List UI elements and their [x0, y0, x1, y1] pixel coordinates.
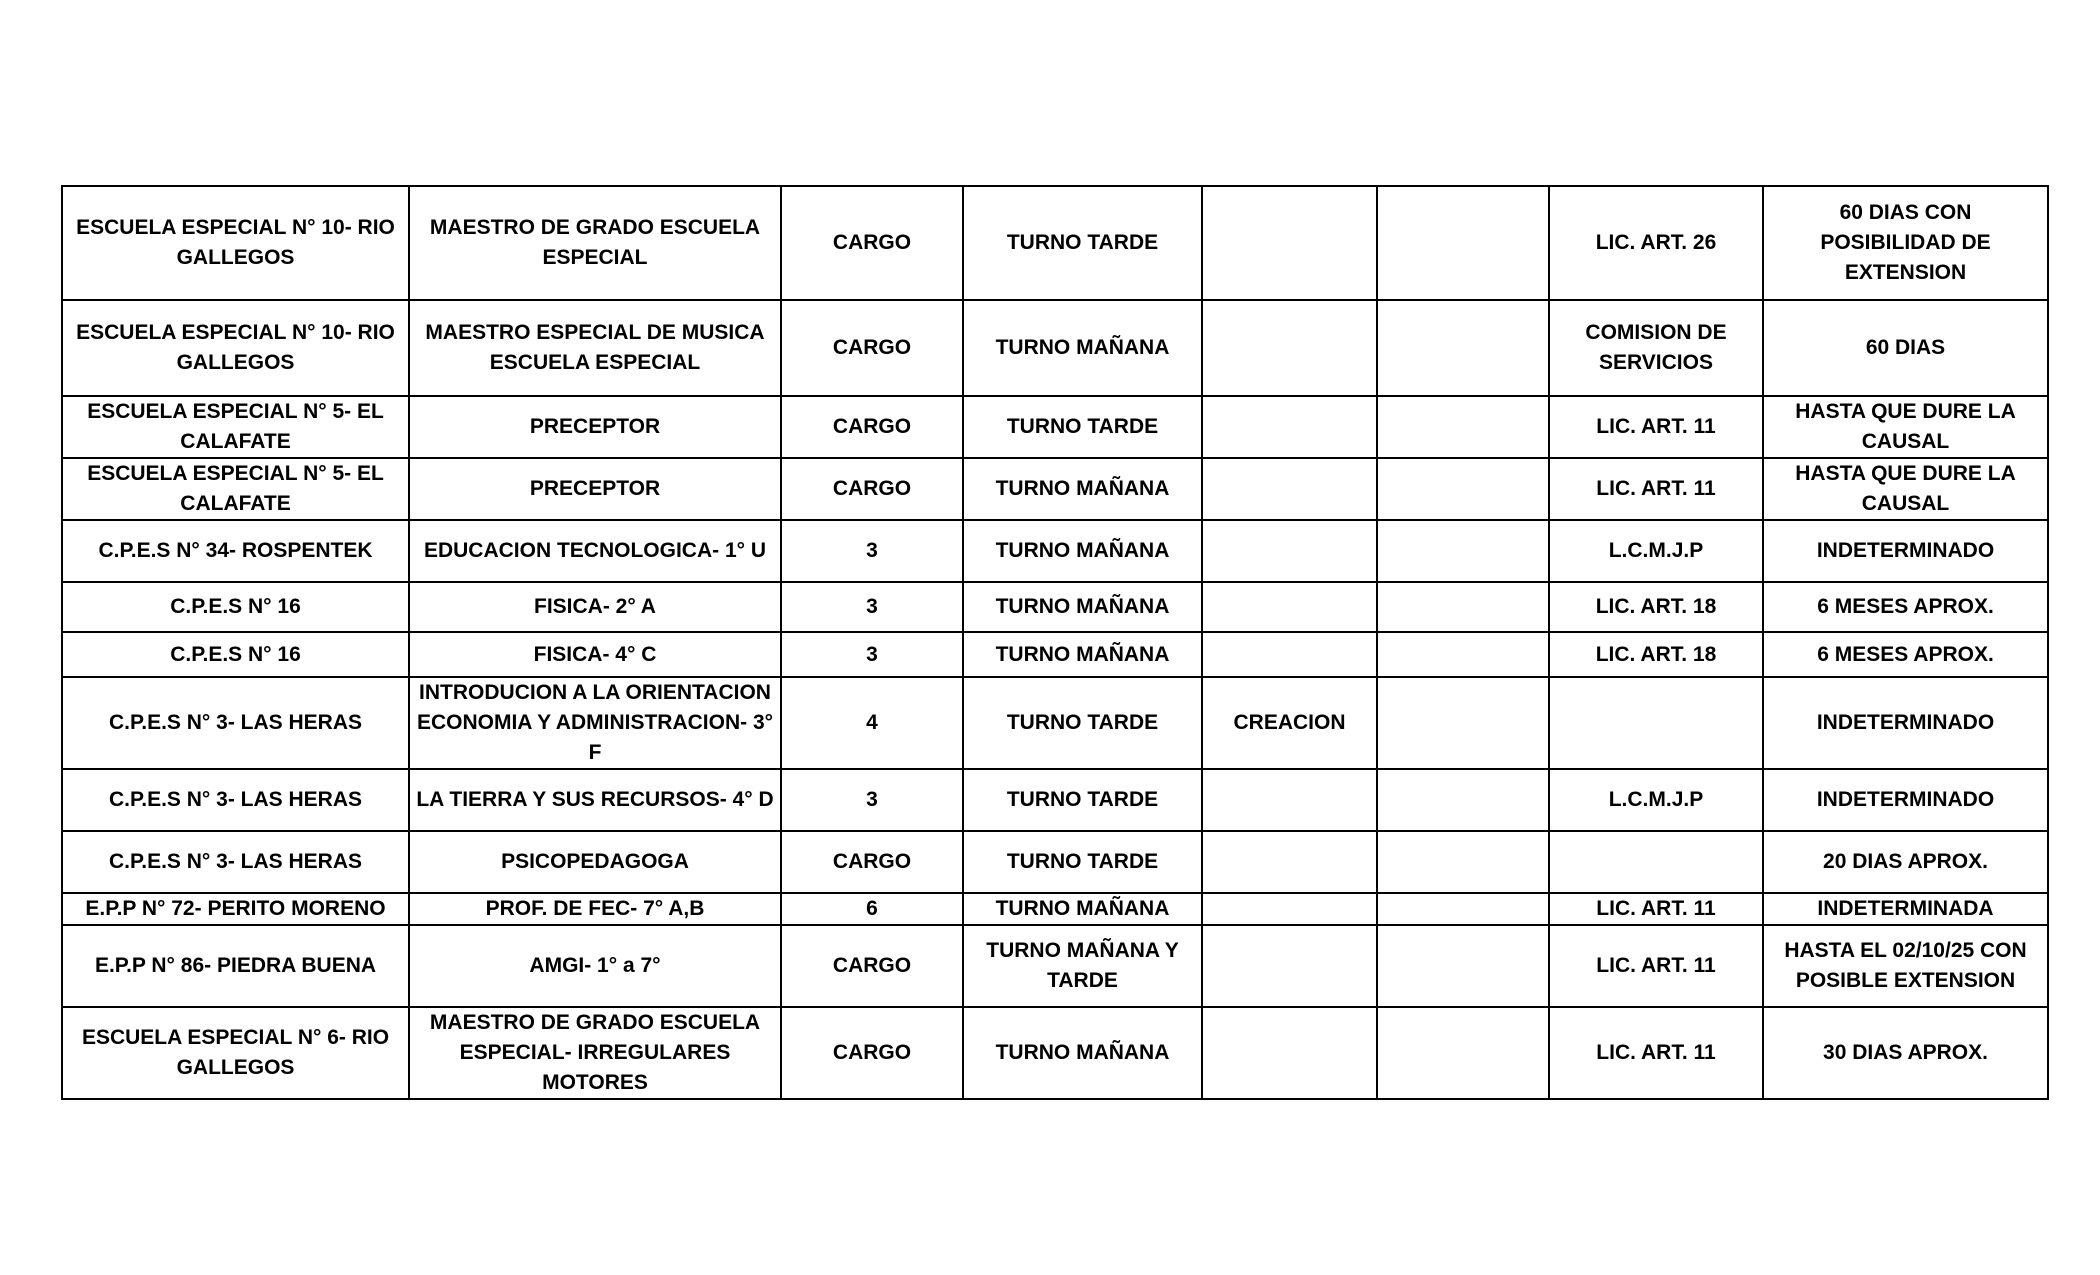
table-row [62, 925, 2048, 1007]
shift-cell: TURNO MAÑANA [963, 893, 1202, 925]
duration-cell: INDETERMINADO [1763, 769, 2048, 831]
school-cell: C.P.E.S N° 16 [62, 582, 409, 632]
vacancies-table [61, 185, 2049, 1100]
blank-cell-6 [1377, 769, 1549, 831]
school-cell: E.P.P N° 86- PIEDRA BUENA [62, 925, 409, 1007]
hours-cell: 3 [781, 769, 963, 831]
shift-cell: TURNO TARDE [963, 677, 1202, 769]
table-row [62, 1007, 2048, 1099]
school-cell: C.P.E.S N° 3- LAS HERAS [62, 831, 409, 893]
reason-cell: LIC. ART. 18 [1549, 582, 1763, 632]
subject-cell: AMGI- 1° a 7° [409, 925, 781, 1007]
subject-cell: PROF. DE FEC- 7° A,B [409, 893, 781, 925]
blank-cell-6 [1377, 1007, 1549, 1099]
blank-cell-5 [1202, 300, 1377, 396]
reason-cell [1549, 677, 1763, 769]
blank-cell-5 [1202, 632, 1377, 677]
blank-cell-6 [1377, 186, 1549, 300]
hours-cell: CARGO [781, 458, 963, 520]
reason-cell [1549, 831, 1763, 893]
blank-cell-6 [1377, 632, 1549, 677]
blank-cell-6 [1377, 925, 1549, 1007]
duration-cell: 60 DIAS [1763, 300, 2048, 396]
hours-cell: CARGO [781, 925, 963, 1007]
blank-cell-5 [1202, 893, 1377, 925]
table-body [62, 186, 2048, 1099]
blank-cell-5 [1202, 1007, 1377, 1099]
blank-cell-6 [1377, 677, 1549, 769]
shift-cell: TURNO MAÑANA [963, 582, 1202, 632]
blank-cell-6 [1377, 520, 1549, 582]
hours-cell: CARGO [781, 396, 963, 458]
blank-cell-5: CREACION [1202, 677, 1377, 769]
table-row [62, 769, 2048, 831]
reason-cell: LIC. ART. 11 [1549, 925, 1763, 1007]
subject-cell: PRECEPTOR [409, 458, 781, 520]
shift-cell: TURNO TARDE [963, 769, 1202, 831]
school-cell: C.P.E.S N° 16 [62, 632, 409, 677]
blank-cell-5 [1202, 831, 1377, 893]
hours-cell: 4 [781, 677, 963, 769]
shift-cell: TURNO TARDE [963, 186, 1202, 300]
blank-cell-6 [1377, 893, 1549, 925]
blank-cell-6 [1377, 300, 1549, 396]
table-row [62, 831, 2048, 893]
reason-cell: LIC. ART. 11 [1549, 1007, 1763, 1099]
school-cell: C.P.E.S N° 34- ROSPENTEK [62, 520, 409, 582]
school-cell: ESCUELA ESPECIAL N° 5- EL CALAFATE [62, 396, 409, 458]
school-cell: C.P.E.S N° 3- LAS HERAS [62, 677, 409, 769]
table-row [62, 520, 2048, 582]
school-cell: C.P.E.S N° 3- LAS HERAS [62, 769, 409, 831]
table-row [62, 300, 2048, 396]
reason-cell: LIC. ART. 11 [1549, 893, 1763, 925]
hours-cell: 3 [781, 520, 963, 582]
blank-cell-5 [1202, 769, 1377, 831]
school-cell: ESCUELA ESPECIAL N° 5- EL CALAFATE [62, 458, 409, 520]
school-cell: ESCUELA ESPECIAL N° 6- RIO GALLEGOS [62, 1007, 409, 1099]
blank-cell-6 [1377, 396, 1549, 458]
subject-cell: INTRODUCION A LA ORIENTACION ECONOMIA Y ADMINISTRACION- 3° F [409, 677, 781, 769]
subject-cell: MAESTRO ESPECIAL DE MUSICA ESCUELA ESPECIAL [409, 300, 781, 396]
blank-cell-6 [1377, 458, 1549, 520]
blank-cell-6 [1377, 582, 1549, 632]
reason-cell: LIC. ART. 11 [1549, 396, 1763, 458]
blank-cell-5 [1202, 582, 1377, 632]
table-row [62, 893, 2048, 925]
blank-cell-5 [1202, 458, 1377, 520]
table-row [62, 396, 2048, 458]
hours-cell: CARGO [781, 186, 963, 300]
duration-cell: INDETERMINADA [1763, 893, 2048, 925]
table-row [62, 458, 2048, 520]
table-row [62, 186, 2048, 300]
shift-cell: TURNO MAÑANA Y TARDE [963, 925, 1202, 1007]
hours-cell: CARGO [781, 300, 963, 396]
duration-cell: 30 DIAS APROX. [1763, 1007, 2048, 1099]
school-cell: ESCUELA ESPECIAL N° 10- RIO GALLEGOS [62, 186, 409, 300]
hours-cell: CARGO [781, 1007, 963, 1099]
blank-cell-5 [1202, 520, 1377, 582]
duration-cell: HASTA QUE DURE LA CAUSAL [1763, 396, 2048, 458]
shift-cell: TURNO MAÑANA [963, 632, 1202, 677]
table-row [62, 582, 2048, 632]
duration-cell: 6 MESES APROX. [1763, 632, 2048, 677]
subject-cell: EDUCACION TECNOLOGICA- 1° U [409, 520, 781, 582]
reason-cell: LIC. ART. 18 [1549, 632, 1763, 677]
table-row [62, 632, 2048, 677]
shift-cell: TURNO MAÑANA [963, 520, 1202, 582]
duration-cell: INDETERMINADO [1763, 677, 2048, 769]
shift-cell: TURNO MAÑANA [963, 1007, 1202, 1099]
duration-cell: HASTA EL 02/10/25 CON POSIBLE EXTENSION [1763, 925, 2048, 1007]
subject-cell: MAESTRO DE GRADO ESCUELA ESPECIAL- IRREGULARES MOTORES [409, 1007, 781, 1099]
hours-cell: 3 [781, 582, 963, 632]
subject-cell: MAESTRO DE GRADO ESCUELA ESPECIAL [409, 186, 781, 300]
blank-cell-5 [1202, 396, 1377, 458]
blank-cell-5 [1202, 186, 1377, 300]
reason-cell: LIC. ART. 11 [1549, 458, 1763, 520]
hours-cell: 6 [781, 893, 963, 925]
shift-cell: TURNO TARDE [963, 831, 1202, 893]
reason-cell: L.C.M.J.P [1549, 769, 1763, 831]
table-row [62, 677, 2048, 769]
shift-cell: TURNO TARDE [963, 396, 1202, 458]
duration-cell: INDETERMINADO [1763, 520, 2048, 582]
shift-cell: TURNO MAÑANA [963, 300, 1202, 396]
subject-cell: FISICA- 4° C [409, 632, 781, 677]
subject-cell: PRECEPTOR [409, 396, 781, 458]
duration-cell: HASTA QUE DURE LA CAUSAL [1763, 458, 2048, 520]
blank-cell-5 [1202, 925, 1377, 1007]
duration-cell: 60 DIAS CON POSIBILIDAD DE EXTENSION [1763, 186, 2048, 300]
reason-cell: LIC. ART. 26 [1549, 186, 1763, 300]
school-cell: E.P.P N° 72- PERITO MORENO [62, 893, 409, 925]
reason-cell: COMISION DE SERVICIOS [1549, 300, 1763, 396]
shift-cell: TURNO MAÑANA [963, 458, 1202, 520]
subject-cell: PSICOPEDAGOGA [409, 831, 781, 893]
subject-cell: FISICA- 2° A [409, 582, 781, 632]
reason-cell: L.C.M.J.P [1549, 520, 1763, 582]
school-cell: ESCUELA ESPECIAL N° 10- RIO GALLEGOS [62, 300, 409, 396]
subject-cell: LA TIERRA Y SUS RECURSOS- 4° D [409, 769, 781, 831]
duration-cell: 20 DIAS APROX. [1763, 831, 2048, 893]
blank-cell-6 [1377, 831, 1549, 893]
duration-cell: 6 MESES APROX. [1763, 582, 2048, 632]
hours-cell: CARGO [781, 831, 963, 893]
hours-cell: 3 [781, 632, 963, 677]
